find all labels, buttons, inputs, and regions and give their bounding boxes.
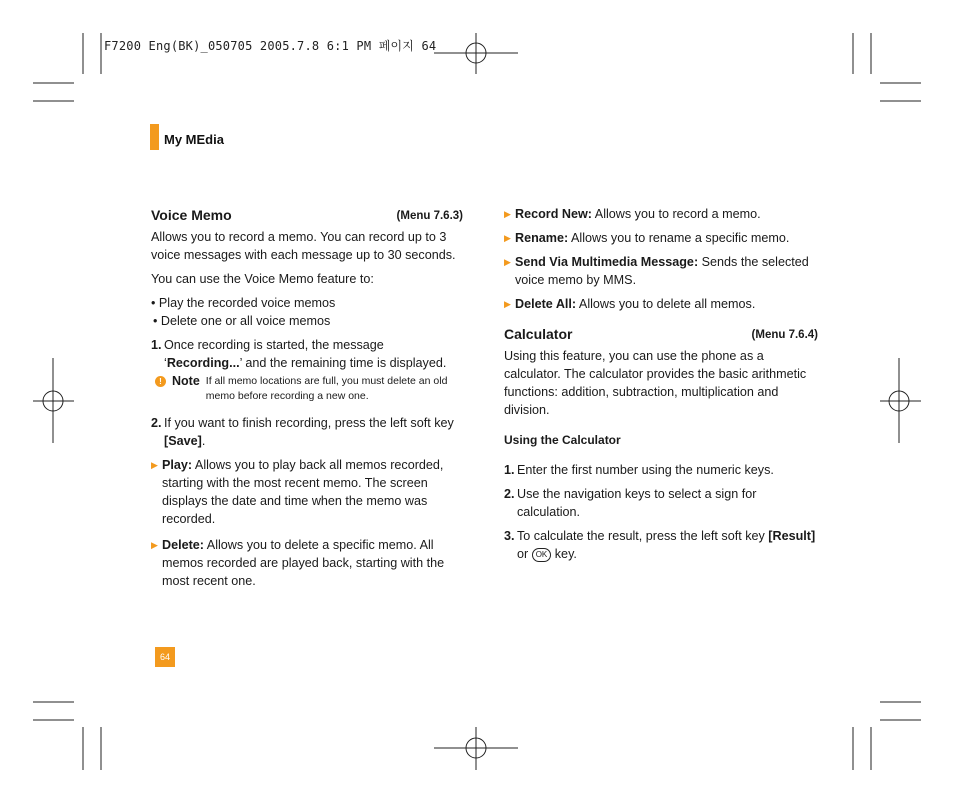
calculator-title: Calculator [504,326,573,342]
list-item: • Delete one or all voice memos [153,314,331,328]
triangle-bullet-icon: ▶ [504,299,511,309]
step-text-part: ’ and the remaining time is displayed. [239,356,447,370]
calculator-intro: Using this feature, you can use the phone as a calculator. The calculator provides the basic arithmetic functions: addition, subtraction, multiplication and division. [504,349,807,417]
step-text-part: or [517,547,532,561]
step-text-part: Once recording is started, the message [164,338,384,352]
option-description: Allows you to rename a specific memo. [568,231,790,245]
step-number: 2. [504,487,515,501]
option-description: Sends the selected voice memo by MMS. [515,255,809,287]
step-number: 1. [504,463,515,477]
calculator-heading [504,325,818,347]
calculator-menu-ref: (Menu 7.6.4) [751,329,818,341]
calc-step-3 [504,527,818,563]
option-description: Allows you to play back all memos recorded, starting with the most recent memo. The screen displays the date and time when the memo was recorded. [162,458,444,526]
option-text [515,205,761,223]
calc-step-2 [504,485,818,521]
step-text-part: . [201,434,206,448]
triangle-bullet-icon: ▶ [504,233,511,243]
calculator-subheading: Using the Calculator [504,433,621,447]
step-text-part: key. [551,547,577,561]
step-text: Use the navigation keys to select a sign for calculation. [517,487,757,519]
result-key-label: [Result] [768,529,816,543]
step-2 [151,414,463,450]
voice-memo-title: Voice Memo [151,207,232,223]
record-new-option [504,205,818,223]
option-text [515,253,818,289]
step-text [517,527,818,563]
voice-memo-menu-ref: (Menu 7.6.3) [396,210,463,222]
triangle-bullet-icon: ▶ [504,257,511,267]
print-slug: F7200 Eng(BK)_050705 2005.7.8 6:1 PM 페이지 64 [104,39,437,53]
step-text-part: To calculate the result, press the left soft key [517,529,769,543]
step-1 [151,336,463,372]
triangle-bullet-icon: ▶ [151,540,158,550]
calc-step-1 [504,461,818,479]
triangle-bullet-icon: ▶ [504,209,511,219]
recording-label: Recording... [166,356,240,370]
left-column [151,206,463,596]
option-label: Record New: [515,207,592,221]
voice-memo-intro: Allows you to record a memo. You can record up to 3 voice messages with each message up to 30 seconds. [151,230,456,262]
note-icon: ! [155,376,166,387]
option-description: Allows you to delete all memos. [576,297,756,311]
option-description: Allows you to record a memo. [591,207,761,221]
step-text-part: If you want to finish recording, press the left soft key [164,416,454,430]
send-mms-option [504,253,818,289]
page-number-badge: 64 [155,647,175,667]
voice-memo-usage-intro: You can use the Voice Memo feature to: [151,272,374,286]
option-label: Delete: [162,538,204,552]
note-label: Note [172,374,200,388]
ok-key-icon: OK [532,548,552,562]
quote-mark: ‘ [164,356,167,370]
option-text [162,456,463,528]
list-item: • Play the recorded voice memos [151,296,336,310]
option-description: Allows you to delete a specific memo. All memos recorded are played back, starting with the most recent one. [162,538,445,588]
save-key-label: [Save] [164,434,202,448]
note-box [155,374,463,404]
option-label: Delete All: [515,297,577,311]
step-number: 2. [151,416,162,430]
option-text [515,295,755,313]
section-title: My MEdia [164,132,224,147]
rename-option [504,229,818,247]
step-text [164,414,463,450]
option-label: Send Via Multimedia Message: [515,255,699,269]
section-accent-bar [150,124,159,150]
step-text: Enter the first number using the numeric keys. [517,463,774,477]
option-label: Rename: [515,231,569,245]
option-text [515,229,789,247]
triangle-bullet-icon: ▶ [151,460,158,470]
step-text [164,336,446,372]
step-number: 3. [504,529,515,543]
delete-all-option [504,295,818,313]
play-option [151,456,463,528]
option-label: Play: [162,458,193,472]
note-text: If all memo locations are full, you must delete an old memo before recording a new one. [205,375,448,402]
right-column [504,205,818,563]
option-text [162,536,463,590]
delete-option [151,536,463,590]
voice-memo-heading [151,206,463,228]
step-number: 1. [151,338,162,352]
